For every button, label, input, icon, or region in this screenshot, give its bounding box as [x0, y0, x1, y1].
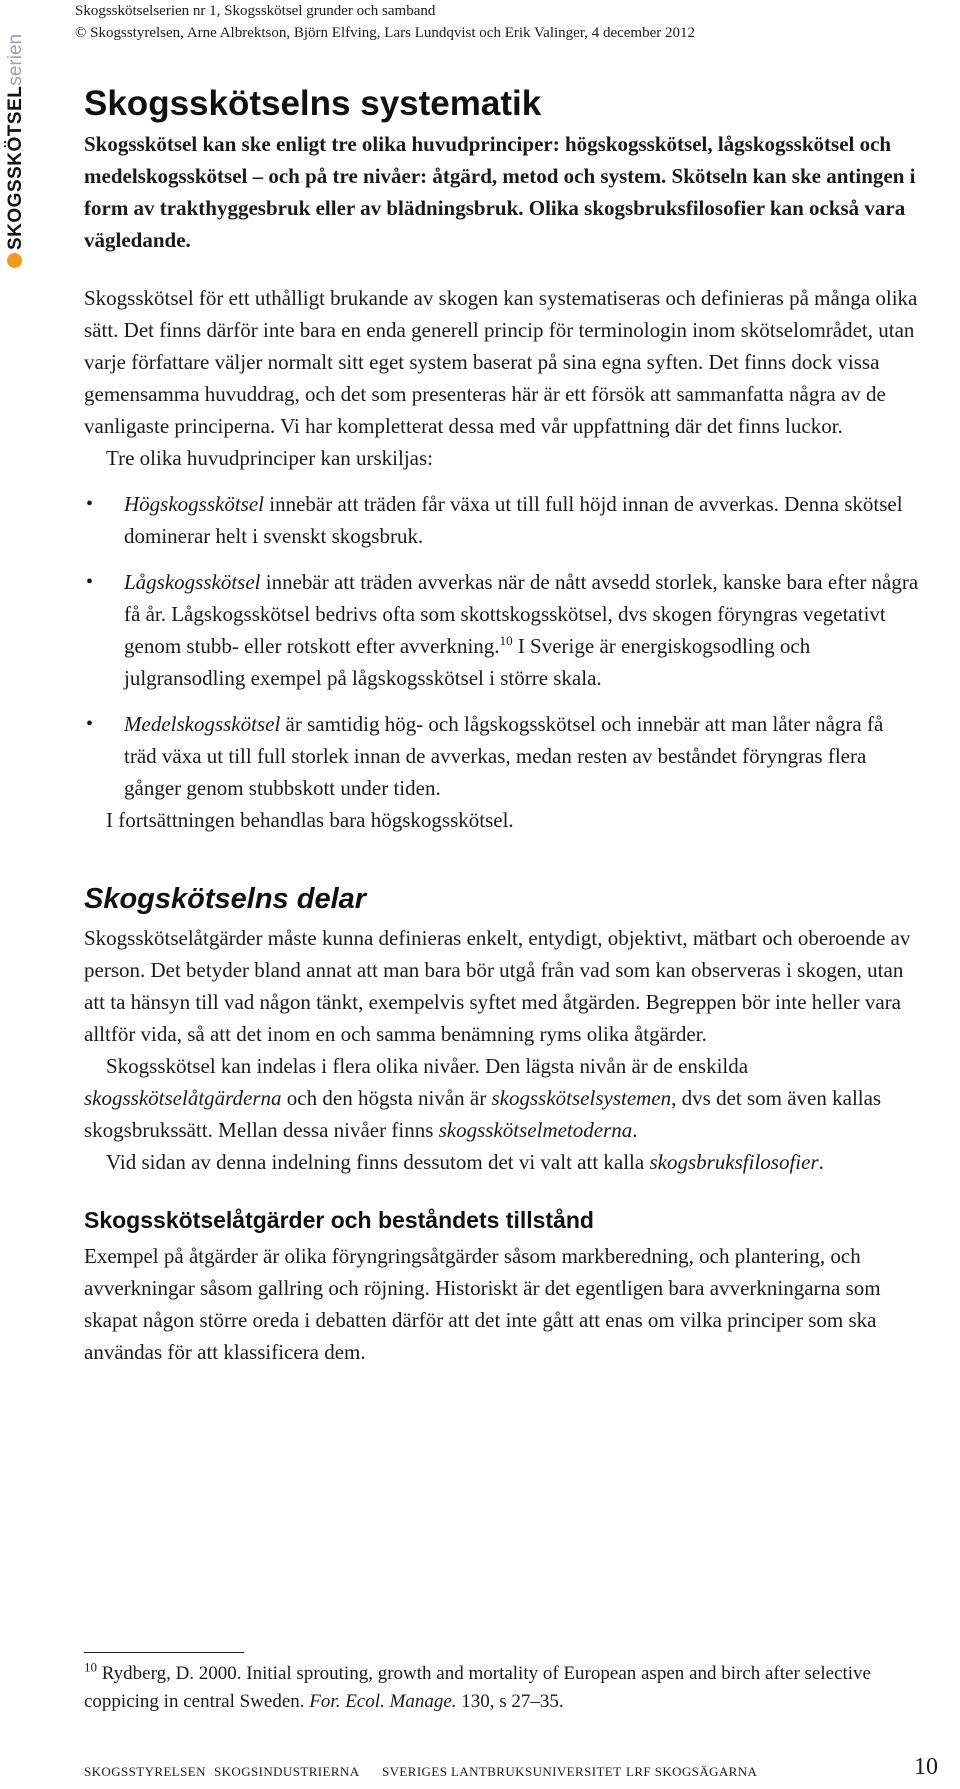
bullet-icon: •	[86, 493, 94, 515]
page-header	[75, 0, 695, 44]
bullet-icon: •	[86, 713, 94, 735]
section2-paragraph-3	[84, 1146, 920, 1178]
list-item	[84, 566, 920, 694]
text-run: Vid sidan av denna indelning finns dessutom det vi valt att kalla	[106, 1150, 650, 1174]
main-content	[84, 82, 920, 1368]
list-item-term: Högskogsskötsel	[124, 492, 264, 516]
principles-intro: Tre olika huvudprinciper kan urskiljas:	[106, 446, 434, 470]
intro-paragraph: Skogsskötsel för ett uthålligt brukande av skogen kan systematiseras och definieras på många olika sätt. Det finns därför inte bara en enda generell princip för terminologin inom skötselområdet, utan varje författare väljer normalt sitt eget system baserat på sina egna syften. Det finns dock vissa gemensamma huvuddrag, och det som presenteras här är ett försök att sammanfatta några av de vanligaste principerna. Vi har kompletterat dessa med vår uppfattning där det finns luckor.	[84, 286, 918, 438]
footnote-journal: For. Ecol. Manage.	[309, 1691, 457, 1712]
term-atgarder: skogsskötselåtgärderna	[84, 1086, 282, 1110]
text-run: och den högsta nivån är	[281, 1086, 492, 1110]
section-heading-atgarder: Skogsskötselåtgärder och beståndets tillstånd	[84, 1207, 594, 1233]
footnote-text: Rydberg, D. 2000. Initial sprouting, growth and mortality of European aspen and birch after selective coppicing in central Sweden.	[84, 1663, 871, 1712]
list-item-text-continued: I Sverige är energiskogsodling och julgransodling exempel på lågskogsskötsel i större skala.	[124, 634, 811, 690]
term-system: skogsskötselsystemen	[491, 1086, 672, 1110]
page-footer	[84, 1754, 938, 1784]
continuation-paragraph: I fortsättningen behandlas bara högskogsskötsel.	[106, 808, 514, 832]
series-logo	[2, 28, 28, 268]
footer-org-skogsstyrelsen: SKOGSSTYRELSEN	[84, 1764, 206, 1779]
series-logo-light: serien	[5, 33, 26, 86]
term-metoder: skogsskötselmetoderna	[438, 1118, 633, 1142]
list-item-text: innebär att träden får växa ut till full höjd innan de avverkas. Denna skötsel dominerar helt i svenskt skogsbruk.	[124, 492, 903, 548]
footnote-divider	[84, 1652, 244, 1653]
lead-paragraph: Skogsskötsel kan ske enligt tre olika huvudprinciper: högskogsskötsel, lågskogsskötsel och medelskogsskötsel – och på tre nivåer: åtgärd, metod och system. Skötseln kan ske antingen i form av trakthyggesbruk eller av blädningsbruk. Olika skogsbruksfilosofier kan också vara vägledande.	[84, 132, 916, 252]
footnote	[84, 1660, 920, 1716]
section2-paragraph-1: Skogsskötselåtgärder måste kunna definieras enkelt, entydigt, objektivt, mätbart och oberoende av person. Det betyder bland annat att man bara bör utgå från vad som kan observeras i skogen, utan att ta hänsyn till vad någon tänkt, exempelvis syftet med åtgärden. Begreppen bör inte heller vara alltför vida, så att det inom en och samma benämning ryms olika åtgärder.	[84, 926, 911, 1046]
list-item-term: Lågskogsskötsel	[124, 570, 261, 594]
header-copyright: © Skogsstyrelsen, Arne Albrektson, Björn Elfving, Lars Lundqvist och Erik Valinger, 4 december 2012	[75, 25, 696, 41]
series-logo-bold: SKOGSSKÖTSEL	[5, 85, 26, 250]
series-logo-text	[3, 10, 29, 250]
principles-list	[84, 488, 920, 804]
footer-org-lrf: LRF SKOGSÄGARNA	[626, 1764, 758, 1779]
footer-org-skogsindustrierna: SKOGSINDUSTRIERNA	[214, 1764, 360, 1779]
section-heading-delar: Skogskötselns delar	[84, 883, 367, 915]
footnote-text-end: 130, s 27–35.	[456, 1691, 564, 1712]
footnote-ref[interactable]: 10	[499, 633, 513, 648]
list-item-term: Medelskogsskötsel	[124, 712, 281, 736]
list-item-text: är samtidig hög- och lågskogsskötsel och innebär att man låter några få träd växa ut till full storlek innan de avverkas, medan resten av beståndet föryngras flera gånger genom stubbskott under tiden.	[124, 712, 884, 800]
list-item-text: innebär att träden avverkas när de nått avsedd storlek, kanske bara efter några få år. Lågskogsskötsel bedrivs ofta som skottskogsskötsel, dvs skogen föryngras vegetativt genom stubb- eller rotskott efter avverkning.	[124, 570, 919, 658]
text-run: .	[818, 1150, 824, 1174]
bullet-icon: •	[86, 571, 94, 593]
footnote-number: 10	[84, 1659, 97, 1675]
section2-paragraph-2	[84, 1050, 920, 1146]
text-run: Skogsskötsel kan indelas i flera olika nivåer. Den lägsta nivån är de enskilda	[106, 1054, 749, 1078]
page-title: Skogsskötselns systematik	[84, 84, 542, 123]
header-series: Skogsskötselserien nr 1, Skogsskötsel grunder och samband	[75, 3, 436, 19]
section3-paragraph-1: Exempel på åtgärder är olika föryngringsåtgärder såsom markberedning, och plantering, och avverkningar såsom gallring och röjning. Historiskt är det egentligen bara avverkningarna som skapat någon större oreda i debatten därför att det inte gått att enas om vilka principer som ska användas för att klassificera dem.	[84, 1244, 881, 1364]
text-run: .	[632, 1118, 638, 1142]
list-item	[84, 488, 920, 552]
page-number: 10	[914, 1754, 938, 1780]
list-item	[84, 708, 920, 804]
series-logo-dot-icon	[7, 253, 22, 268]
text-run: , dvs det som även kallas skogsbrukssätt. Mellan dessa nivåer finns	[84, 1086, 882, 1142]
term-filosofier: skogsbruksfilosofier	[649, 1150, 819, 1174]
footer-org-slu: SVERIGES LANTBRUKSUNIVERSITET	[382, 1764, 622, 1779]
